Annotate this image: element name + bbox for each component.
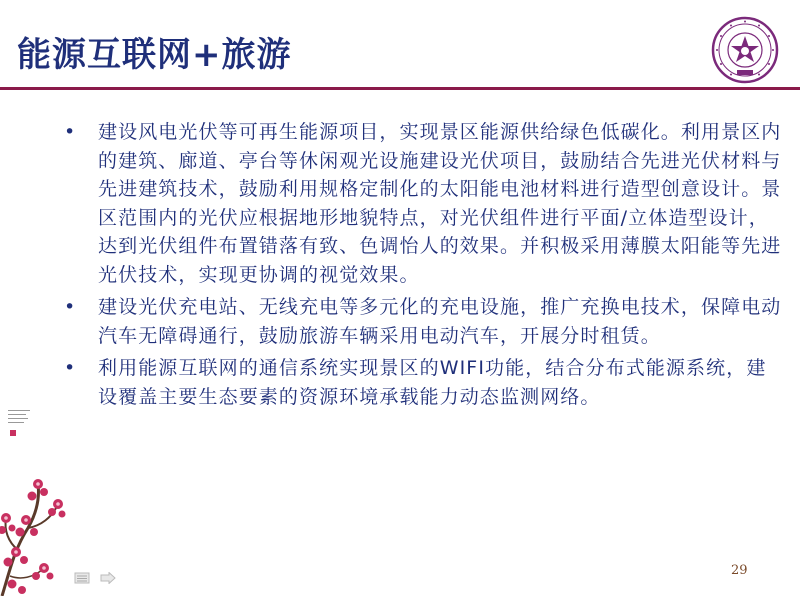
bullet-text: 建设风电光伏等可再生能源项目，实现景区能源供给绿色低碳化。利用景区内的建筑、廊道、亭台等休闲观光设施建设光伏项目，鼓励结合先进光伏材料与先进建筑技术，鼓励利用规格定制化的太阳能电池材料进行造型创意设计。景区范围内的光伏应根据地形地貌特点，对光伏组件进行平面/立体造型设计，达到光伏组件布置错落有致、色调怡人的效果。并积极采用薄膜太阳能等先进光伏技术，实现更协调的视觉效果。: [98, 121, 782, 286]
slide-title: 能源互联网+旅游: [17, 35, 292, 75]
plum-blossom-decoration: [0, 400, 80, 596]
university-seal-icon: [711, 16, 779, 84]
slide-list-icon[interactable]: [74, 572, 90, 584]
bullet-marker: •: [64, 357, 77, 379]
bullet-item-charging: [62, 293, 782, 350]
bullet-marker: •: [64, 121, 77, 143]
page-number: 29: [731, 563, 748, 578]
bullet-item-wifi: [62, 354, 782, 411]
bullet-text: 建设光伏充电站、无线充电等多元化的充电设施，推广充换电技术，保障电动汽车无障碍通行，鼓励旅游车辆采用电动汽车，开展分时租赁。: [98, 296, 782, 347]
bullet-item-renewable: [62, 118, 782, 289]
slide-nav: [74, 572, 116, 584]
bullet-list: [62, 118, 782, 415]
title-divider: [0, 87, 800, 90]
next-arrow-icon[interactable]: [100, 572, 116, 584]
bullet-marker: •: [64, 296, 77, 318]
bullet-text: 利用能源互联网的通信系统实现景区的WIFI功能，结合分布式能源系统，建设覆盖主要生态要素的资源环境承载能力动态监测网络。: [98, 357, 767, 408]
